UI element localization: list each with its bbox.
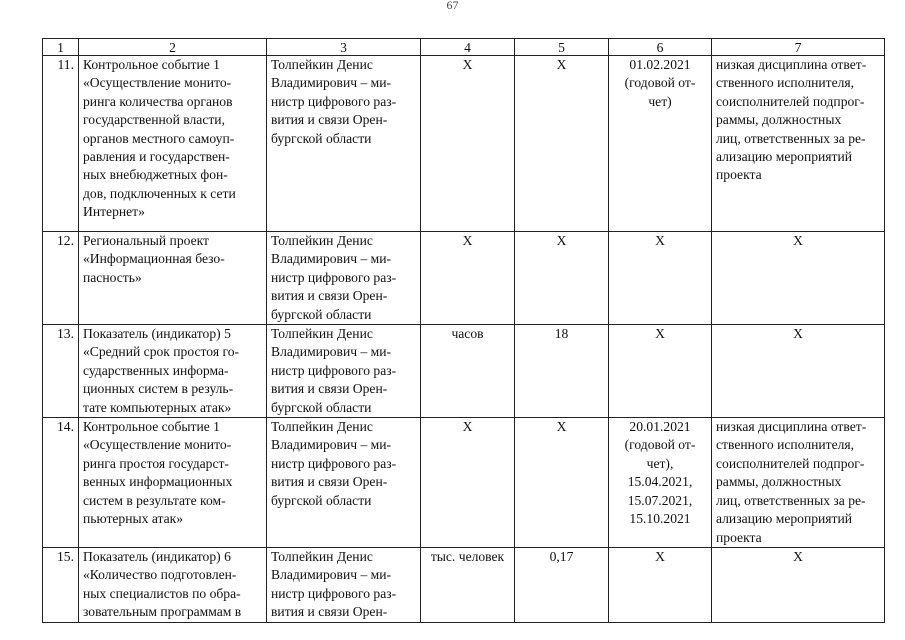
cell-line: «Информационная безо- <box>83 251 225 267</box>
event-description <box>79 232 267 325</box>
cell-line: Контрольное событие 1 <box>83 57 220 72</box>
column-header: 7 <box>712 39 885 56</box>
cell-line: ственного исполнителя, <box>716 75 855 91</box>
cell-line: Толпейкин Денис <box>271 548 373 564</box>
cell-line: Владимирович – ми- <box>271 251 392 267</box>
cell-line: 15.07.2021, <box>627 492 693 508</box>
cell-line: вития и связи Орен- <box>271 288 388 304</box>
cell-line: «Осуществление монито- <box>83 437 232 453</box>
cell-line: вития и связи Орен- <box>271 112 388 128</box>
column-header: 1 <box>43 39 79 56</box>
cell-line: Показатель (индикатор) 6 <box>83 548 231 564</box>
row-number: 11. <box>43 56 79 232</box>
cell-line: Интернет» <box>83 204 145 220</box>
risk-cell <box>712 232 885 325</box>
responsible-person <box>267 56 421 232</box>
cell-line: проекта <box>716 529 762 545</box>
cell-line: пасность» <box>83 269 142 285</box>
value-cell: 18 <box>515 325 609 418</box>
cell-line: чет), <box>646 455 674 471</box>
header-row <box>43 39 885 56</box>
cell-line: сударственных информа- <box>83 362 229 378</box>
cell-line: систем в результате ком- <box>83 492 226 508</box>
deadline-cell <box>609 232 712 325</box>
cell-line: Толпейкин Денис <box>271 233 373 248</box>
cell-line: бургской области <box>271 306 372 322</box>
cell-line: 20.01.2021 <box>629 419 691 435</box>
cell-line: Контрольное событие 1 <box>83 419 220 435</box>
cell-line: лиц, ответственных за ре- <box>716 492 866 508</box>
cell-line: дов, подключенных к сети <box>83 185 236 201</box>
cell-line: чет) <box>648 93 672 109</box>
cell-line: Владимирович – ми- <box>271 437 392 453</box>
value-cell: Х <box>515 418 609 548</box>
cell-line: вития и связи Орен- <box>271 604 388 620</box>
row-number: 14. <box>43 418 79 548</box>
unit-cell: Х <box>421 56 515 232</box>
cell-line: раммы, должностных <box>716 474 842 490</box>
cell-line: 01.02.2021 <box>629 57 691 72</box>
row-number: 15. <box>43 547 79 622</box>
cell-line: Х <box>655 326 665 342</box>
event-description <box>79 418 267 548</box>
cell-line: нистр цифрового раз- <box>271 362 397 378</box>
cell-line: тате компьютерных атак» <box>83 399 232 415</box>
cell-line: ринга простоя государст- <box>83 455 229 471</box>
table-row <box>43 547 885 622</box>
cell-line: нистр цифрового раз- <box>271 585 397 601</box>
cell-line: соисполнителей подпрог- <box>716 93 865 109</box>
cell-line: Региональный проект <box>83 233 209 248</box>
risk-cell <box>712 56 885 232</box>
cell-line: Владимирович – ми- <box>271 567 392 583</box>
risk-cell <box>712 418 885 548</box>
cell-line: ринга количества органов <box>83 93 233 109</box>
cell-line: «Количество подготовлен- <box>83 567 237 583</box>
cell-line: раммы, должностных <box>716 112 842 128</box>
risk-cell <box>712 547 885 622</box>
cell-line: венных информационных <box>83 474 233 490</box>
cell-line: проекта <box>716 167 762 183</box>
cell-line: «Средний срок простоя го- <box>83 344 240 360</box>
cell-line: Х <box>793 548 803 564</box>
column-header: 6 <box>609 39 712 56</box>
value-cell: Х <box>515 232 609 325</box>
responsible-person <box>267 232 421 325</box>
cell-line: «Осуществление монито- <box>83 75 232 91</box>
column-header: 3 <box>267 39 421 56</box>
cell-line: низкая дисциплина ответ- <box>716 57 867 72</box>
cell-line: Х <box>655 548 665 564</box>
cell-line: государственной власти, <box>83 112 225 128</box>
event-description <box>79 56 267 232</box>
column-header: 5 <box>515 39 609 56</box>
cell-line: Х <box>655 233 665 248</box>
cell-line: низкая дисциплина ответ- <box>716 419 867 435</box>
deadline-cell <box>609 325 712 418</box>
unit-cell: часов <box>421 325 515 418</box>
cell-line: нистр цифрового раз- <box>271 93 397 109</box>
unit-cell: Х <box>421 232 515 325</box>
cell-line: вития и связи Орен- <box>271 381 388 397</box>
cell-line: бургской области <box>271 492 372 508</box>
responsible-person <box>267 547 421 622</box>
table-row <box>43 56 885 232</box>
value-cell: 0,17 <box>515 547 609 622</box>
cell-line: ционных систем в резуль- <box>83 381 234 397</box>
cell-line: 15.10.2021 <box>629 511 691 527</box>
event-description <box>79 325 267 418</box>
unit-cell: Х <box>421 418 515 548</box>
cell-line: лиц, ответственных за ре- <box>716 130 866 146</box>
cell-line: зовательным программам в <box>83 604 242 620</box>
cell-line: Х <box>793 233 803 248</box>
unit-cell: тыс. человек <box>421 547 515 622</box>
column-header: 2 <box>79 39 267 56</box>
row-number: 12. <box>43 232 79 325</box>
cell-line: (годовой от- <box>624 75 696 91</box>
cell-line: 15.04.2021, <box>627 474 693 490</box>
cell-line: равления и государствен- <box>83 149 230 165</box>
risk-cell <box>712 325 885 418</box>
responsible-person <box>267 418 421 548</box>
cell-line: ализацию мероприятий <box>716 511 853 527</box>
report-table <box>42 38 885 623</box>
table-row <box>43 418 885 548</box>
value-cell: Х <box>515 56 609 232</box>
cell-line: Владимирович – ми- <box>271 75 392 91</box>
cell-line: Толпейкин Денис <box>271 57 373 72</box>
cell-line: ных внебюджетных фон- <box>83 167 228 183</box>
cell-line: ственного исполнителя, <box>716 437 855 453</box>
cell-line: Показатель (индикатор) 5 <box>83 326 231 342</box>
cell-line: ных специалистов по обра- <box>83 585 241 601</box>
cell-line: Толпейкин Денис <box>271 326 373 342</box>
cell-line: вития и связи Орен- <box>271 474 388 490</box>
cell-line: бургской области <box>271 130 372 146</box>
cell-line: органов местного самоуп- <box>83 130 235 146</box>
page-number: 67 <box>446 0 459 12</box>
table-row <box>43 232 885 325</box>
responsible-person <box>267 325 421 418</box>
cell-line: пьютерных атак» <box>83 511 184 527</box>
cell-line: Х <box>793 326 803 342</box>
event-description <box>79 547 267 622</box>
cell-line: нистр цифрового раз- <box>271 269 397 285</box>
deadline-cell <box>609 547 712 622</box>
deadline-cell <box>609 56 712 232</box>
cell-line: (годовой от- <box>624 437 696 453</box>
cell-line: Толпейкин Денис <box>271 419 373 435</box>
cell-line: нистр цифрового раз- <box>271 455 397 471</box>
cell-line: бургской области <box>271 399 372 415</box>
row-number: 13. <box>43 325 79 418</box>
deadline-cell <box>609 418 712 548</box>
cell-line: Владимирович – ми- <box>271 344 392 360</box>
cell-line: ализацию мероприятий <box>716 149 853 165</box>
cell-line: соисполнителей подпрог- <box>716 455 865 471</box>
table-row <box>43 325 885 418</box>
column-header: 4 <box>421 39 515 56</box>
table-body <box>43 56 885 623</box>
